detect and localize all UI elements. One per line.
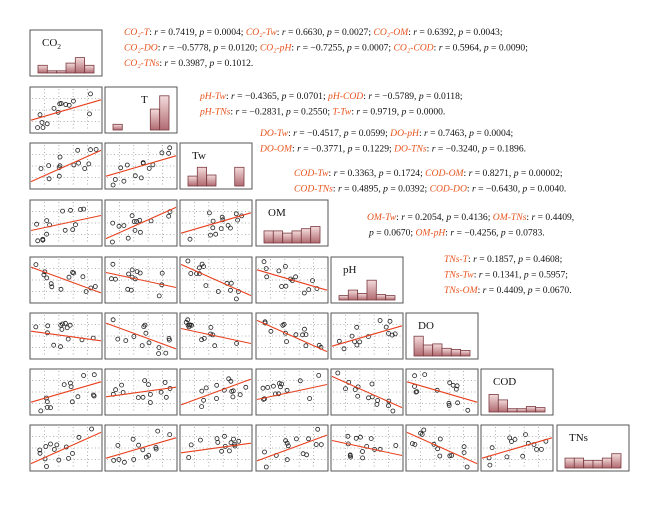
histogram-bar [197,167,206,186]
histogram-panel-Tw [180,143,252,189]
scatter-panel-DO-vs-OM [256,313,328,359]
histogram-panel-pH [331,257,403,303]
scatter-panel-TNs-vs-COD [481,425,553,471]
scatter-panel-OM-vs-Tw [180,200,252,246]
scatter-panel-Tw-vs-CO2 [30,143,102,189]
scatter-panel-COD-vs-Tw [180,369,252,415]
correlation-line: COD-Tw: r = 0.3363, p = 0.1724; COD-OM: r = 0.8271, p = 0.00002; [294,168,563,179]
histogram-bar [311,227,320,244]
histogram-bar [47,71,56,73]
histogram-bar [442,348,451,356]
histogram-bar [235,167,244,186]
correlation-line: COD-TNs: r = 0.4895, p = 0.0392; COD-DO: r = −0.6430, p = 0.0040. [294,183,567,195]
histogram-bar [301,229,310,243]
histogram-bar [602,458,611,468]
histogram-bar [461,351,470,357]
histogram-bar [517,409,526,412]
annotation-group [444,254,572,296]
variable-label-T: T [141,94,148,106]
scatter-panel-COD-vs-T [105,369,177,415]
variable-label-CO2: $CO_2$ [42,37,62,51]
scatter-panel-TNs-vs-OM [256,425,328,471]
histogram-bar [376,295,385,301]
scatter-panel-COD-vs-pH [331,369,403,415]
histogram-bar [38,65,47,73]
correlation-line: DO-OM: r = −0.3771, p = 0.1229; DO-TNs: r = −0.3240, p = 0.1896. [260,143,527,155]
scatter-panel-pH-vs-T [105,257,177,303]
histogram-bar [264,231,273,243]
scatter-panel-DO-vs-CO2 [30,313,102,359]
scatter-panel-COD-vs-OM [256,369,328,415]
histogram-bar [367,280,376,300]
histogram-bar [75,58,84,73]
variable-label-Tw: Tw [192,150,206,162]
correlation-line: TNs-T: r = 0.1857, p = 0.4608; [444,254,563,265]
histogram-bar [66,63,75,73]
variable-label-pH: pH [343,264,357,276]
correlation-line: OM-Tw: r = 0.2054, p = 0.4136; OM-TNs: r = 0.4409, [367,212,575,223]
histogram-bar [489,394,498,412]
histogram-panel-COD [481,369,553,415]
histogram-bar [386,296,395,300]
histogram-bar [423,345,432,356]
histogram-bar [348,290,357,300]
correlation-line: TNs-Tw: r = 0.1341, p = 0.5957; [444,269,568,281]
correlation-line: CO₂-T: r = 0.7419, p = 0.0004; CO₂-Tw: r = 0.6630, p = 0.0027; CO₂-OM: r = 0.6392, p = 0.0043; [124,27,503,38]
scatter-panel-DO-vs-Tw [180,313,252,359]
variable-label-OM: OM [268,207,286,219]
histogram-bar [85,65,94,73]
histogram-bar [593,460,602,468]
correlation-line: DO-Tw: r = −0.4517, p = 0.0599; DO-pH: r = 0.7463, p = 0.0004; [260,128,514,139]
histogram-bar [536,408,545,412]
histogram-bar [292,231,301,243]
scatter-panel-TNs-vs-CO2 [30,425,102,471]
scatter-panel-OM-vs-CO2 [30,200,102,246]
histogram-bar [498,400,507,412]
histogram-bar [188,176,197,186]
correlation-line: p = 0.0670; OM-pH: r = −0.4256, p = 0.0783. [369,227,545,239]
scatter-panel-Tw-vs-T [105,143,177,189]
scatter-panel-pH-vs-OM [256,257,328,303]
correlation-line: pH-Tw: r = −0.4365, p = 0.0701; pH-COD: r = −0.5789, p = 0.0118; [200,91,463,102]
scatter-panel-OM-vs-T [105,200,177,246]
scatter-panel-pH-vs-CO2 [30,257,102,303]
variable-label-TNs: TNs [569,432,588,444]
correlation-line: TNs-OM: r = 0.4409, p = 0.0670. [444,285,572,296]
histogram-bar [207,175,216,186]
correlation-line: CO₂-TNs: r = 0.3987, p = 0.1012. [124,58,254,69]
histogram-bar [358,293,367,300]
histogram-bar [612,454,621,468]
scatter-panel-DO-vs-pH [331,313,403,359]
correlation-line: CO₂-DO: r = −0.5778, p = 0.0120; CO₂-pH: r = −0.7255, p = 0.0007; CO₂-COD: r = 0.5964, p = 0.0090; [124,42,528,54]
histogram-bar [565,458,574,468]
scatter-panel-pH-vs-Tw [180,257,252,303]
histogram-bar [160,96,169,130]
histogram-panel-CO2 [30,30,102,76]
histogram-bar [57,71,66,73]
scatter-panel-DO-vs-T [105,313,177,359]
annotation-group [367,212,574,239]
histogram-bar [339,296,348,300]
scatter-panel-T-vs-CO2 [30,87,102,133]
annotation-group [124,27,528,69]
scatter-panel-TNs-vs-Tw [180,425,252,471]
histogram-panel-OM [256,200,328,246]
scatter-panel-COD-vs-DO [406,369,478,415]
annotation-group [259,128,526,155]
histogram-bar [508,409,517,412]
correlation-line: pH-TNs: r = −0.2831, p = 0.2550; T-Tw: r = 0.9719, p = 0.0000. [200,106,446,118]
histogram-bar [526,407,535,413]
histogram-panel-T [105,87,177,133]
histogram-bar [451,349,460,356]
variable-label-COD: COD [493,376,517,388]
histogram-bar [414,336,423,356]
histogram-bar [113,124,122,130]
annotation-group [294,168,566,195]
histogram-panel-DO [406,313,478,359]
histogram-bar [283,233,292,243]
histogram-bar [150,109,159,130]
histogram-panel-TNs [557,425,629,471]
histogram-bar [273,231,282,243]
scatter-panel-TNs-vs-T [105,425,177,471]
scatter-panel-COD-vs-CO2 [30,369,102,415]
histogram-bar [433,344,442,356]
variable-label-DO: DO [418,320,434,332]
scatter-panel-TNs-vs-DO [406,425,478,471]
histogram-bar [584,460,593,468]
scatter-panel-TNs-vs-pH [331,425,403,471]
annotation-group [199,91,463,118]
histogram-bar [574,458,583,468]
